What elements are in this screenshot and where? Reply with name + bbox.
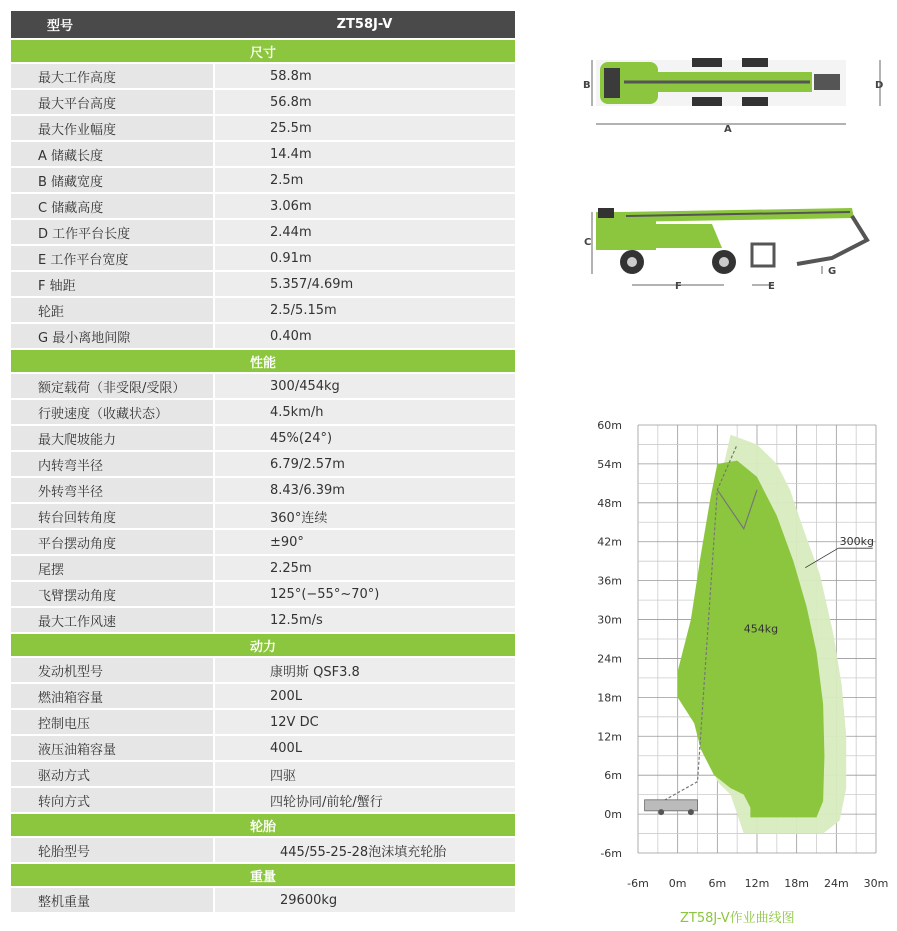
spec-value: 康明斯 QSF3.8 bbox=[214, 657, 515, 683]
header-label: 型号 bbox=[11, 11, 214, 39]
spec-value: 125°(−55°~70°) bbox=[214, 581, 515, 607]
spec-row bbox=[11, 193, 515, 219]
spec-label: 行驶速度（收藏状态） bbox=[11, 399, 214, 425]
spec-row bbox=[11, 477, 515, 503]
spec-table bbox=[11, 11, 515, 914]
section-title: 重量 bbox=[11, 863, 515, 887]
header-row bbox=[11, 11, 515, 39]
y-tick-label: 0m bbox=[604, 808, 622, 822]
spec-row bbox=[11, 837, 515, 863]
y-tick-label: 42m bbox=[597, 535, 622, 549]
section-title: 尺寸 bbox=[11, 39, 515, 63]
spec-value: 2.5/5.15m bbox=[214, 297, 515, 323]
spec-value: 445/55-25-28泡沫填充轮胎 bbox=[214, 837, 515, 863]
spec-value: 4.5km/h bbox=[214, 399, 515, 425]
top-view-wheel bbox=[692, 58, 722, 67]
spec-label: E 工作平台宽度 bbox=[11, 245, 214, 271]
spec-value: 2.44m bbox=[214, 219, 515, 245]
y-tick-label: 30m bbox=[597, 613, 622, 627]
x-tick-label: 6m bbox=[708, 877, 727, 890]
spec-label: 整机重量 bbox=[11, 887, 214, 913]
spec-row bbox=[11, 887, 515, 913]
series-label-300kg: 300kg bbox=[839, 534, 874, 548]
x-tick-label: 30m bbox=[863, 877, 889, 890]
spec-label: 最大平台高度 bbox=[11, 89, 214, 115]
spec-label: 外转弯半径 bbox=[11, 477, 214, 503]
spec-row bbox=[11, 63, 515, 89]
spec-row bbox=[11, 245, 515, 271]
side-view-hub bbox=[719, 257, 729, 267]
section-title: 轮胎 bbox=[11, 813, 515, 837]
spec-value: 12.5m/s bbox=[214, 607, 515, 633]
spec-label: 内转弯半径 bbox=[11, 451, 214, 477]
side-view-diagram bbox=[582, 200, 887, 295]
dim-e-label: E bbox=[768, 281, 775, 292]
spec-label: 最大工作高度 bbox=[11, 63, 214, 89]
dim-b-label: B bbox=[583, 80, 591, 91]
x-tick-label: 18m bbox=[784, 877, 810, 890]
dim-f-label: F bbox=[675, 281, 682, 292]
spec-value: 12V DC bbox=[214, 709, 515, 735]
section-title: 性能 bbox=[11, 349, 515, 373]
spec-row bbox=[11, 323, 515, 349]
side-view-hub bbox=[627, 257, 637, 267]
spec-row bbox=[11, 503, 515, 529]
spec-row bbox=[11, 297, 515, 323]
spec-value: ±90° bbox=[214, 529, 515, 555]
spec-value: 2.5m bbox=[214, 167, 515, 193]
spec-label: 飞臂摆动角度 bbox=[11, 581, 214, 607]
spec-value: 300/454kg bbox=[214, 373, 515, 399]
spec-row bbox=[11, 115, 515, 141]
spec-value: 14.4m bbox=[214, 141, 515, 167]
spec-value: 200L bbox=[214, 683, 515, 709]
spec-label: D 工作平台长度 bbox=[11, 219, 214, 245]
side-view-counterweight bbox=[598, 208, 614, 218]
spec-label: G 最小离地间隙 bbox=[11, 323, 214, 349]
base-machine bbox=[645, 800, 698, 811]
spec-table-body bbox=[11, 11, 515, 913]
spec-value: 2.25m bbox=[214, 555, 515, 581]
spec-label: B 储藏宽度 bbox=[11, 167, 214, 193]
section-title: 动力 bbox=[11, 633, 515, 657]
dim-g-label: G bbox=[828, 266, 837, 277]
spec-row bbox=[11, 451, 515, 477]
spec-label: 尾摆 bbox=[11, 555, 214, 581]
spec-row bbox=[11, 581, 515, 607]
section-header bbox=[11, 349, 515, 373]
y-tick-label: 12m bbox=[597, 730, 622, 744]
x-tick-label: -6m bbox=[627, 877, 649, 890]
spec-row bbox=[11, 271, 515, 297]
dim-c-label: C bbox=[584, 237, 592, 248]
y-tick-label: 54m bbox=[597, 457, 622, 471]
spec-label: 液压油箱容量 bbox=[11, 735, 214, 761]
spec-value: 0.91m bbox=[214, 245, 515, 271]
spec-row bbox=[11, 219, 515, 245]
spec-row bbox=[11, 425, 515, 451]
top-view-engine bbox=[604, 68, 620, 98]
base-wheel bbox=[688, 809, 694, 815]
spec-value: 45%(24°) bbox=[214, 425, 515, 451]
spec-label: 最大工作风速 bbox=[11, 607, 214, 633]
spec-row bbox=[11, 657, 515, 683]
dim-a-label: A bbox=[724, 124, 732, 135]
top-view-wheel bbox=[742, 58, 768, 67]
base-wheel bbox=[658, 809, 664, 815]
spec-label: A 储藏长度 bbox=[11, 141, 214, 167]
spec-row bbox=[11, 399, 515, 425]
side-view-jib bbox=[797, 216, 867, 264]
y-tick-label: 48m bbox=[597, 496, 622, 510]
series-label-454kg: 454kg bbox=[743, 622, 779, 636]
spec-label: C 储藏高度 bbox=[11, 193, 214, 219]
section-header bbox=[11, 39, 515, 63]
spec-value: 56.8m bbox=[214, 89, 515, 115]
section-header bbox=[11, 813, 515, 837]
series-area-454kg bbox=[678, 461, 825, 818]
chart-title: ZT58J-V作业曲线图 bbox=[680, 911, 795, 926]
y-tick-label: 18m bbox=[597, 691, 622, 705]
x-tick-label: 12m bbox=[744, 877, 770, 890]
x-tick-label: 24m bbox=[823, 877, 849, 890]
spec-row bbox=[11, 141, 515, 167]
spec-label: 控制电压 bbox=[11, 709, 214, 735]
spec-row bbox=[11, 683, 515, 709]
side-view-platform bbox=[752, 244, 774, 266]
spec-label: 最大爬坡能力 bbox=[11, 425, 214, 451]
spec-value: 58.8m bbox=[214, 63, 515, 89]
spec-row bbox=[11, 735, 515, 761]
spec-row bbox=[11, 529, 515, 555]
spec-label: 转向方式 bbox=[11, 787, 214, 813]
spec-value: 6.79/2.57m bbox=[214, 451, 515, 477]
spec-row bbox=[11, 761, 515, 787]
spec-value: 25.5m bbox=[214, 115, 515, 141]
y-tick-label: 24m bbox=[597, 652, 622, 666]
spec-value: 四驱 bbox=[214, 761, 515, 787]
spec-row bbox=[11, 373, 515, 399]
dim-d-label: D bbox=[875, 80, 884, 91]
spec-value: 29600kg bbox=[214, 887, 515, 913]
section-header bbox=[11, 633, 515, 657]
spec-row bbox=[11, 167, 515, 193]
spec-row bbox=[11, 787, 515, 813]
spec-label: F 轴距 bbox=[11, 271, 214, 297]
spec-label: 额定载荷（非受限/受限） bbox=[11, 373, 214, 399]
top-view-wheel bbox=[692, 97, 722, 106]
spec-value: 400L bbox=[214, 735, 515, 761]
spec-label: 发动机型号 bbox=[11, 657, 214, 683]
spec-value: 四轮协同/前轮/蟹行 bbox=[214, 787, 515, 813]
y-tick-label: 60m bbox=[597, 419, 622, 432]
y-tick-label: 6m bbox=[604, 769, 622, 783]
top-view-diagram bbox=[582, 50, 887, 135]
spec-label: 转台回转角度 bbox=[11, 503, 214, 529]
spec-row bbox=[11, 555, 515, 581]
spec-label: 轮距 bbox=[11, 297, 214, 323]
section-header bbox=[11, 863, 515, 887]
side-view-chassis bbox=[656, 224, 722, 248]
spec-value: 3.06m bbox=[214, 193, 515, 219]
spec-value: 360°连续 bbox=[214, 503, 515, 529]
header-model: ZT58J-V bbox=[214, 11, 515, 39]
x-tick-label: 0m bbox=[668, 877, 687, 890]
y-tick-label: 36m bbox=[597, 574, 622, 588]
spec-label: 最大作业幅度 bbox=[11, 115, 214, 141]
y-tick-label: -6m bbox=[600, 847, 622, 860]
spec-row bbox=[11, 607, 515, 633]
top-view-platform bbox=[814, 74, 840, 90]
spec-label: 轮胎型号 bbox=[11, 837, 214, 863]
spec-row bbox=[11, 709, 515, 735]
spec-value: 0.40m bbox=[214, 323, 515, 349]
spec-label: 平台摆动角度 bbox=[11, 529, 214, 555]
spec-label: 驱动方式 bbox=[11, 761, 214, 787]
spec-row bbox=[11, 89, 515, 115]
top-view-wheel bbox=[742, 97, 768, 106]
spec-label: 燃油箱容量 bbox=[11, 683, 214, 709]
working-range-chart bbox=[560, 405, 890, 895]
spec-value: 5.357/4.69m bbox=[214, 271, 515, 297]
spec-value: 8.43/6.39m bbox=[214, 477, 515, 503]
